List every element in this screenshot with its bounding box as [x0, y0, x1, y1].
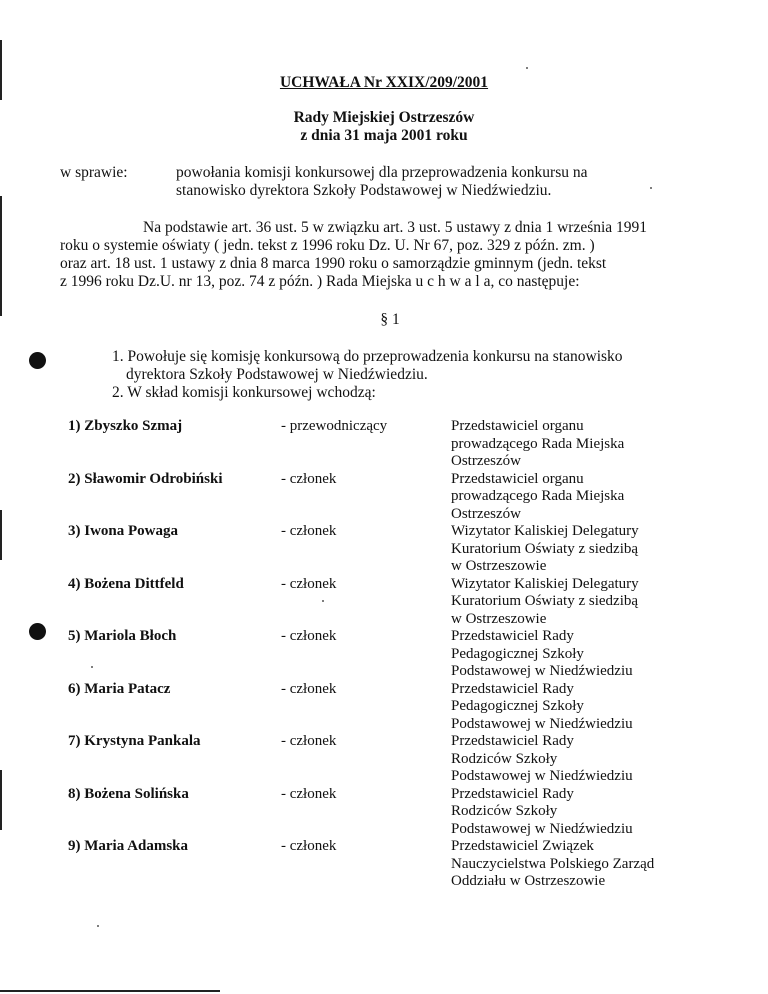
member-desc-line: Nauczycielstwa Polskiego Zarząd: [451, 855, 655, 872]
member-desc-line: Kuratorium Oświaty z siedzibą: [451, 540, 639, 557]
member-role: - członek: [281, 628, 337, 644]
edge-mark: [0, 196, 2, 316]
member-desc-line: Podstawowej w Niedźwiedziu: [451, 663, 633, 679]
member-desc-line: Pedagogicznej Szkoły: [451, 698, 584, 714]
bottom-rule-mark: [0, 990, 220, 992]
punch-hole-mark-bottom: [29, 623, 46, 640]
scan-speck: [322, 600, 324, 602]
member-role: - członek: [281, 785, 337, 802]
point-1: 1. Powołuje się komisję konkursową do przeprowadzenia konkursu na stanowisko: [112, 348, 623, 365]
member-role: - członek: [281, 575, 337, 592]
resolution-date: z dnia 31 maja 2001 roku: [300, 127, 468, 144]
scan-speck: [526, 67, 528, 69]
preamble-line: Na podstawie art. 36 ust. 5 w związku art. 3 ust. 5 ustawy z dnia 1 września 1991: [143, 219, 648, 236]
member-role: - członek: [281, 470, 337, 487]
member-role: - członek: [281, 838, 337, 854]
edge-mark: [0, 510, 2, 560]
member-desc-line: Podstawowej w Niedźwiedziu: [451, 715, 633, 732]
member-name: 8) Bożena Solińska: [68, 785, 189, 802]
member-name: 2) Sławomir Odrobiński: [68, 470, 223, 487]
member-desc-line: Wizytator Kaliskiej Delegatury: [451, 523, 639, 539]
punch-hole-mark-top: [29, 352, 46, 369]
point-1-continuation: dyrektora Szkoły Podstawowej w Niedźwiedziu.: [126, 366, 428, 383]
member-desc-line: w Ostrzeszowie: [451, 610, 547, 627]
member-name: 4) Bożena Dittfeld: [68, 575, 184, 592]
edge-mark: [0, 770, 2, 830]
subject-line: powołania komisji konkursowej dla przeprowadzenia konkursu na: [176, 164, 588, 181]
member-desc-line: Kuratorium Oświaty z siedzibą: [451, 593, 639, 609]
member-desc-line: Oddziału w Ostrzeszowie: [451, 873, 606, 889]
subject-line: stanowisko dyrektora Szkoły Podstawowej w Niedźwiedziu.: [176, 182, 552, 199]
member-role: - członek: [281, 733, 337, 749]
member-desc-line: Przedstawiciel Związek: [451, 838, 594, 854]
member-desc-line: Pedagogicznej Szkoły: [451, 645, 584, 662]
member-desc-line: Podstawowej w Niedźwiedziu: [451, 820, 633, 837]
member-desc-line: Przedstawiciel Rady: [451, 628, 574, 644]
scan-speck: [97, 925, 99, 927]
member-name: 9) Maria Adamska: [68, 838, 188, 854]
member-role: - członek: [281, 680, 337, 697]
member-desc-line: Przedstawiciel organu: [451, 470, 584, 487]
preamble-line: z 1996 roku Dz.U. nr 13, poz. 74 z późn. ) Rada Miejska u c h w a l a, co następuje:: [60, 273, 580, 290]
issuer: Rady Miejskiej Ostrzeszów: [293, 109, 475, 126]
member-desc-line: Rodziców Szkoły: [451, 750, 558, 767]
member-desc-line: Przedstawiciel Rady: [451, 680, 574, 697]
member-desc-line: Przedstawiciel Rady: [451, 733, 574, 749]
member-desc-line: prowadzącego Rada Miejska: [451, 435, 625, 452]
scan-speck: [91, 666, 93, 668]
member-desc-line: prowadzącego Rada Miejska: [451, 488, 625, 504]
member-desc-line: Ostrzeszów: [451, 505, 521, 522]
member-name: 6) Maria Patacz: [68, 680, 171, 697]
member-name: 7) Krystyna Pankala: [68, 733, 201, 749]
member-desc-line: Przedstawiciel organu: [451, 418, 584, 434]
member-desc-line: w Ostrzeszowie: [451, 558, 547, 574]
member-desc-line: Rodziców Szkoły: [451, 803, 558, 819]
document-title: UCHWAŁA Nr XXIX/209/2001: [279, 74, 489, 91]
point-2: 2. W skład komisji konkursowej wchodzą:: [112, 384, 376, 401]
edge-mark: [0, 40, 2, 100]
scan-speck: [650, 187, 652, 189]
member-role: - przewodniczący: [281, 418, 388, 434]
member-role: - członek: [281, 523, 337, 539]
subject-label: w sprawie:: [60, 164, 128, 181]
member-desc-line: Ostrzeszów: [451, 453, 521, 469]
member-desc-line: Przedstawiciel Rady: [451, 785, 574, 802]
section-heading: § 1: [380, 311, 400, 328]
member-desc-line: Wizytator Kaliskiej Delegatury: [451, 575, 639, 592]
member-desc-line: Podstawowej w Niedźwiedziu: [451, 768, 633, 784]
preamble-line: oraz art. 18 ust. 1 ustawy z dnia 8 marca 1990 roku o samorządzie gminnym (jedn. tekst: [60, 255, 607, 272]
member-name: 3) Iwona Powaga: [68, 523, 179, 539]
member-name: 1) Zbyszko Szmaj: [68, 418, 183, 434]
preamble-line: roku o systemie oświaty ( jedn. tekst z 1996 roku Dz. U. Nr 67, poz. 329 z późn. zm. ): [60, 237, 595, 254]
member-name: 5) Mariola Błoch: [68, 628, 177, 644]
